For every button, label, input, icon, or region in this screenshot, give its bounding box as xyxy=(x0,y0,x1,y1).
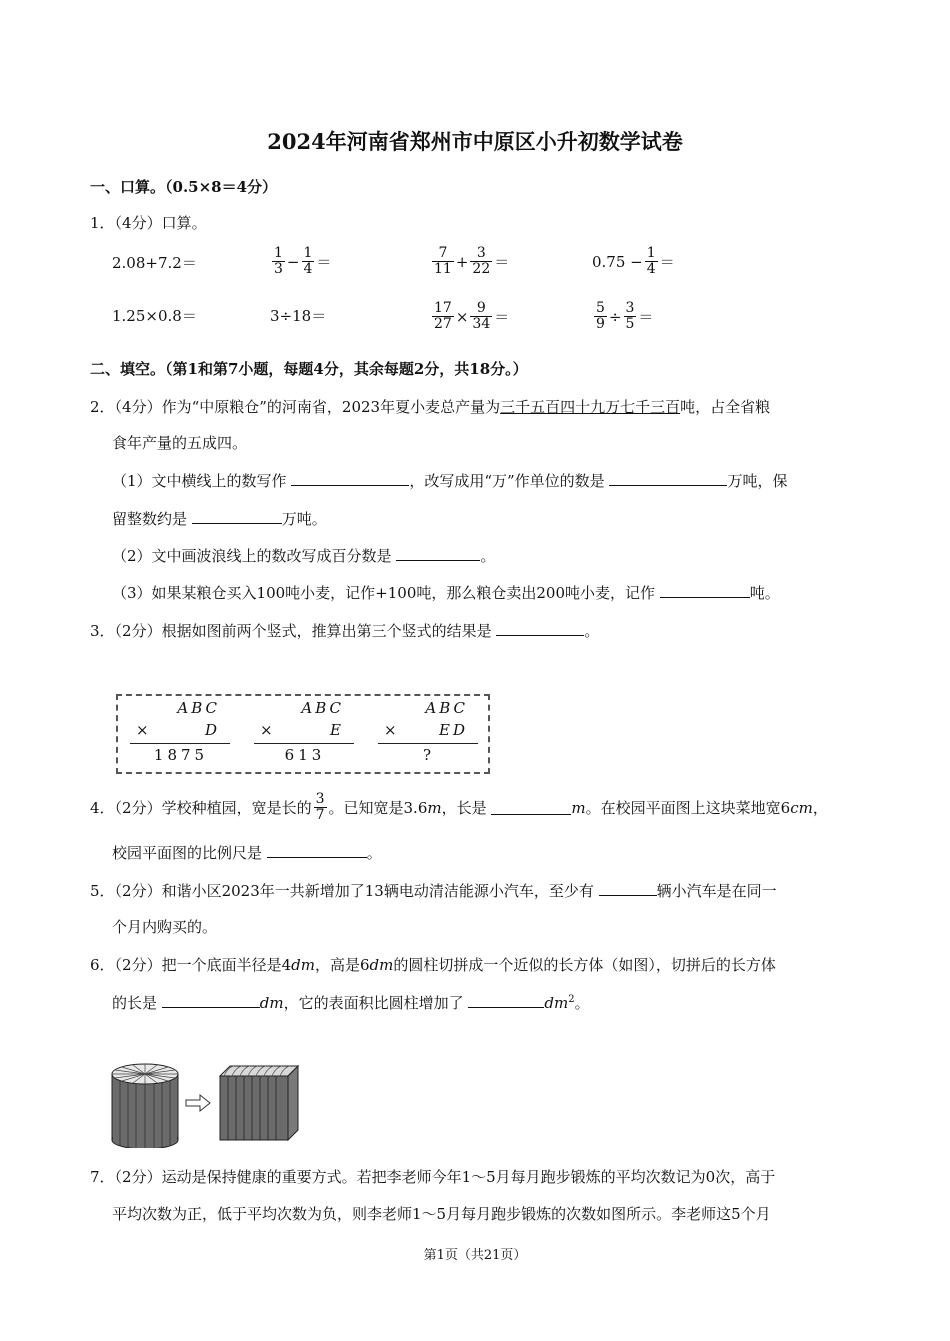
answer-blank[interactable] xyxy=(468,993,544,1008)
arrow-right-icon xyxy=(186,1095,210,1111)
q6-line-1: 6．（2分）把一个底面半径是4dm，高是6dm的圆柱切拼成一个近似的长方体（如图），切拼后的长方体 xyxy=(90,956,776,974)
section-2-heading: 二、填空。（第1和第7小题，每题4分，其余每题2分，共18分。） xyxy=(90,360,528,378)
q2-line-1: 2．（4分）作为“中原粮仓”的河南省，2023年夏小麦总产量为三千五百四十九万七千三百吨，占全省粮 xyxy=(90,398,771,416)
q1-item-f: 3÷18＝ xyxy=(270,307,327,325)
answer-blank[interactable] xyxy=(291,471,409,486)
page-footer: 第1页（共21页） xyxy=(423,1248,527,1263)
answer-blank[interactable] xyxy=(660,583,750,598)
vertical-multiplication-figure: ABC × D 1875 ABC × E 613 ABC × ED ? xyxy=(116,694,490,774)
answer-blank[interactable] xyxy=(599,881,657,896)
q1-item-b: $\frac{1}{3}$ − $\frac{1}{4}$ ＝ xyxy=(274,245,332,278)
q7-line-2: 平均次数为正，低于平均次数为负，则李老师1～5月每月跑步锻炼的次数如图所示。李老师这5个月 xyxy=(112,1205,771,1223)
q2-part-3: （3）如果某粮仓买入100吨小麦，记作+100吨，那么粮仓卖出200吨小麦，记作 吨。 xyxy=(112,584,780,602)
q2-part-1: （1）文中横线上的数写作 ，改写成用“万”作单位的数是 万吨，保 xyxy=(112,472,788,490)
answer-blank[interactable] xyxy=(491,800,571,815)
q5-line-1: 5．（2分）和谐小区2023年一共新增加了13辆电动清洁能源小汽车，至少有 辆小汽车是在同一 xyxy=(90,882,777,900)
q2-part-1-cont: 留整数约是 万吨。 xyxy=(112,510,327,528)
q6-line-2: 的长是 dm，它的表面积比圆柱增加了 $dm^2$。 xyxy=(112,994,590,1012)
q4-line-2: 校园平面图的比例尺是 。 xyxy=(112,844,382,862)
cuboid-icon xyxy=(220,1066,298,1140)
q3-text: 3．（2分）根据如图前两个竖式，推算出第三个竖式的结果是 。 xyxy=(90,622,600,640)
section-1-heading: 一、口算。（0.5×8＝4分） xyxy=(90,178,278,196)
q1-item-c: $\frac{7}{11}$ + $\frac{3}{22}$ ＝ xyxy=(434,245,510,278)
page-title: 2024年河南省郑州市中原区小升初数学试卷 xyxy=(267,129,683,154)
q7-line-1: 7．（2分）运动是保持健康的重要方式。若把李老师今年1～5月每月跑步锻炼的平均次数记为0次，高于 xyxy=(90,1168,776,1186)
q2-part-2: （2）文中画波浪线上的数改写成百分数是 。 xyxy=(112,547,496,565)
q5-line-2: 个月内购买的。 xyxy=(112,918,218,936)
q2-line-2: 食年产量的五成四。 xyxy=(112,434,248,452)
q4-line-1: 4．（2分）学校种植园，宽是长的 $\frac{3}{7}$ 。已知宽是3.6 m ，长是 m 。在校园平面图上这块菜地宽6 cm ， xyxy=(90,791,828,824)
answer-blank[interactable] xyxy=(267,843,367,858)
answer-blank[interactable] xyxy=(192,509,282,524)
answer-blank[interactable] xyxy=(396,546,480,561)
q1-item-a: 2.08+7.2＝ xyxy=(112,254,197,272)
answer-blank[interactable] xyxy=(496,621,584,636)
q1-item-h: $\frac{5}{9}$ ÷ $\frac{3}{5}$ ＝ xyxy=(596,300,654,333)
cylinder-to-cuboid-figure xyxy=(108,1058,308,1148)
q1-item-e: 1.25×0.8＝ xyxy=(112,307,197,325)
q1-item-g: $\frac{17}{27}$ × $\frac{9}{34}$ ＝ xyxy=(434,300,510,333)
answer-blank[interactable] xyxy=(609,471,727,486)
q1-item-d: 0.75 − $\frac{1}{4}$ ＝ xyxy=(592,245,675,278)
q1-heading: 1．（4分）口算。 xyxy=(90,214,207,232)
cylinder-icon xyxy=(112,1064,178,1148)
answer-blank[interactable] xyxy=(162,993,260,1008)
